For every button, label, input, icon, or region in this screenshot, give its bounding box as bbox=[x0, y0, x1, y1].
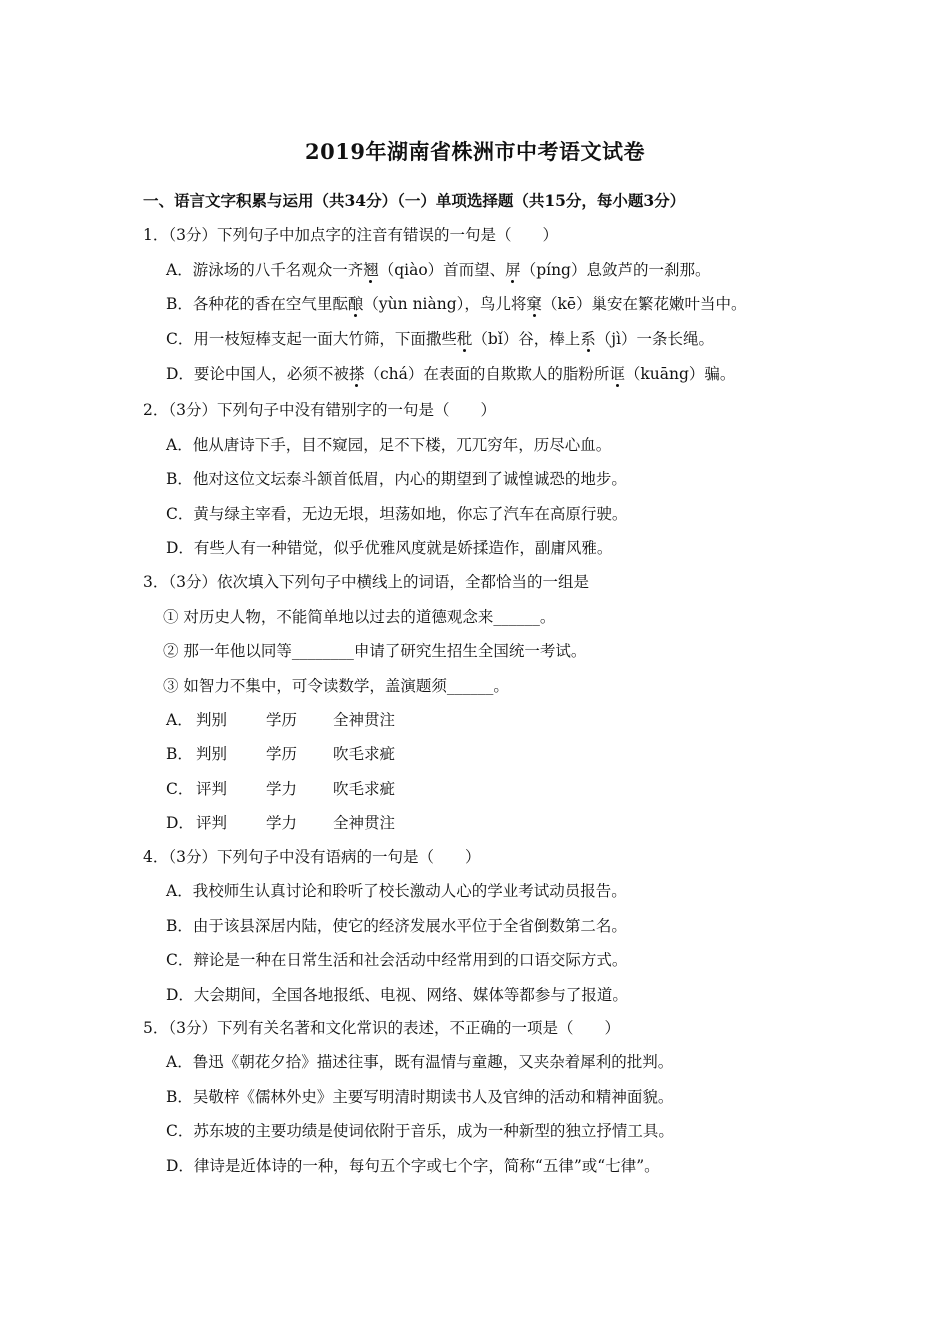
question-2-stem: 2．（3分）下列句子中没有错别字的一句是（ ） bbox=[143, 401, 496, 419]
question-3-sentence-1: ① 对历史人物，不能简单地以过去的道德观念来______。 bbox=[163, 608, 556, 626]
page-title: 2019年湖南省株洲市中考语文试卷 bbox=[305, 139, 645, 164]
question-5-stem: 5．（3分）下列有关名著和文化常识的表述，不正确的一项是（ ） bbox=[143, 1019, 620, 1037]
question-1-stem: 1．（3分）下列句子中加点字的注音有错误的一句是（ ） bbox=[143, 226, 558, 244]
question-1-option-a: A．游泳场的八千名观众一齐翘（qiào）首而望、屏（píng）息敛芦的一刹那。 bbox=[166, 261, 711, 279]
question-5-option-b: B．吴敬梓《儒林外史》主要写明清时期读书人及官绅的活动和精神面貌。 bbox=[166, 1088, 674, 1106]
dotted-char: 秕 bbox=[456, 330, 473, 348]
dotted-char: 酿 bbox=[347, 295, 364, 313]
question-5-option-d: D．律诗是近体诗的一种，每句五个字或七个字，简称“五律”或“七律”。 bbox=[166, 1157, 660, 1175]
question-2-option-c: C．黄与绿主宰看，无边无垠，坦荡如地，你忘了汽车在高原行驶。 bbox=[166, 505, 628, 523]
question-2-option-a: A．他从唐诗下手，目不窥园，足不下楼，兀兀穷年，历尽心血。 bbox=[166, 436, 612, 454]
question-3-sentence-3: ③ 如智力不集中，可令读数学，盖演题须______。 bbox=[163, 677, 509, 695]
question-3-option-a: A． 判别 学历 全神贯注 bbox=[166, 711, 396, 729]
question-4-option-c: C．辩论是一种在日常生活和社会活动中经常用到的口语交际方式。 bbox=[166, 951, 628, 969]
dotted-char: 翘 bbox=[363, 261, 379, 279]
question-3-option-d: D． 评判 学力 全神贯注 bbox=[166, 814, 396, 832]
dotted-char: 诓 bbox=[609, 365, 625, 383]
question-4-option-a: A．我校师生认真讨论和聆听了校长激动人心的学业考试动员报告。 bbox=[166, 882, 627, 900]
question-4-option-b: B．由于该县深居内陆，使它的经济发展水平位于全省倒数第二名。 bbox=[166, 917, 627, 935]
question-4-stem: 4．（3分）下列句子中没有语病的一句是（ ） bbox=[143, 848, 481, 866]
question-1-option-d: D．要论中国人，必须不被搽（chá）在表面的自欺欺人的脂粉所诓（kuāng）骗。 bbox=[166, 365, 736, 383]
question-2-option-b: B．他对这位文坛泰斗颔首低眉，内心的期望到了诚惶诚恐的地步。 bbox=[166, 470, 627, 488]
section-heading: 一、语言文字积累与运用（共34分）（一）单项选择题（共15分，每小题3分） bbox=[143, 191, 686, 210]
question-5-option-c: C．苏东坡的主要功绩是使词依附于音乐，成为一种新型的独立抒情工具。 bbox=[166, 1122, 674, 1140]
question-3-stem: 3．（3分）依次填入下列句子中横线上的词语，全都恰当的一组是 bbox=[143, 573, 589, 591]
question-1-option-b: B．各种花的香在空气里酝酿（yùn niàng），鸟儿将窠（kē）巢安在繁花嫩叶当中。 bbox=[166, 295, 747, 313]
question-3-option-c: C． 评判 学力 吹毛求疵 bbox=[166, 780, 396, 798]
question-1-option-c: C．用一枝短棒支起一面大竹筛，下面撒些秕（bǐ）谷，棒上系（jì）一条长绳。 bbox=[166, 330, 715, 348]
question-4-option-d: D．大会期间，全国各地报纸、电视、网络、媒体等都参与了报道。 bbox=[166, 986, 628, 1004]
dotted-char: 窠 bbox=[526, 295, 542, 313]
question-3-option-b: B． 判别 学历 吹毛求疵 bbox=[166, 745, 396, 763]
question-2-option-d: D．有些人有一种错觉，似乎优雅风度就是娇揉造作，副庸风雅。 bbox=[166, 539, 613, 557]
dotted-char: 屏 bbox=[505, 261, 521, 279]
dotted-char: 搽 bbox=[348, 365, 365, 383]
question-5-option-a: A．鲁迅《朝花夕拾》描述往事，既有温情与童趣，又夹杂着犀利的批判。 bbox=[166, 1053, 674, 1071]
question-3-sentence-2: ② 那一年他以同等________申请了研究生招生全国统一考试。 bbox=[163, 642, 587, 660]
dotted-char: 系 bbox=[580, 330, 596, 348]
